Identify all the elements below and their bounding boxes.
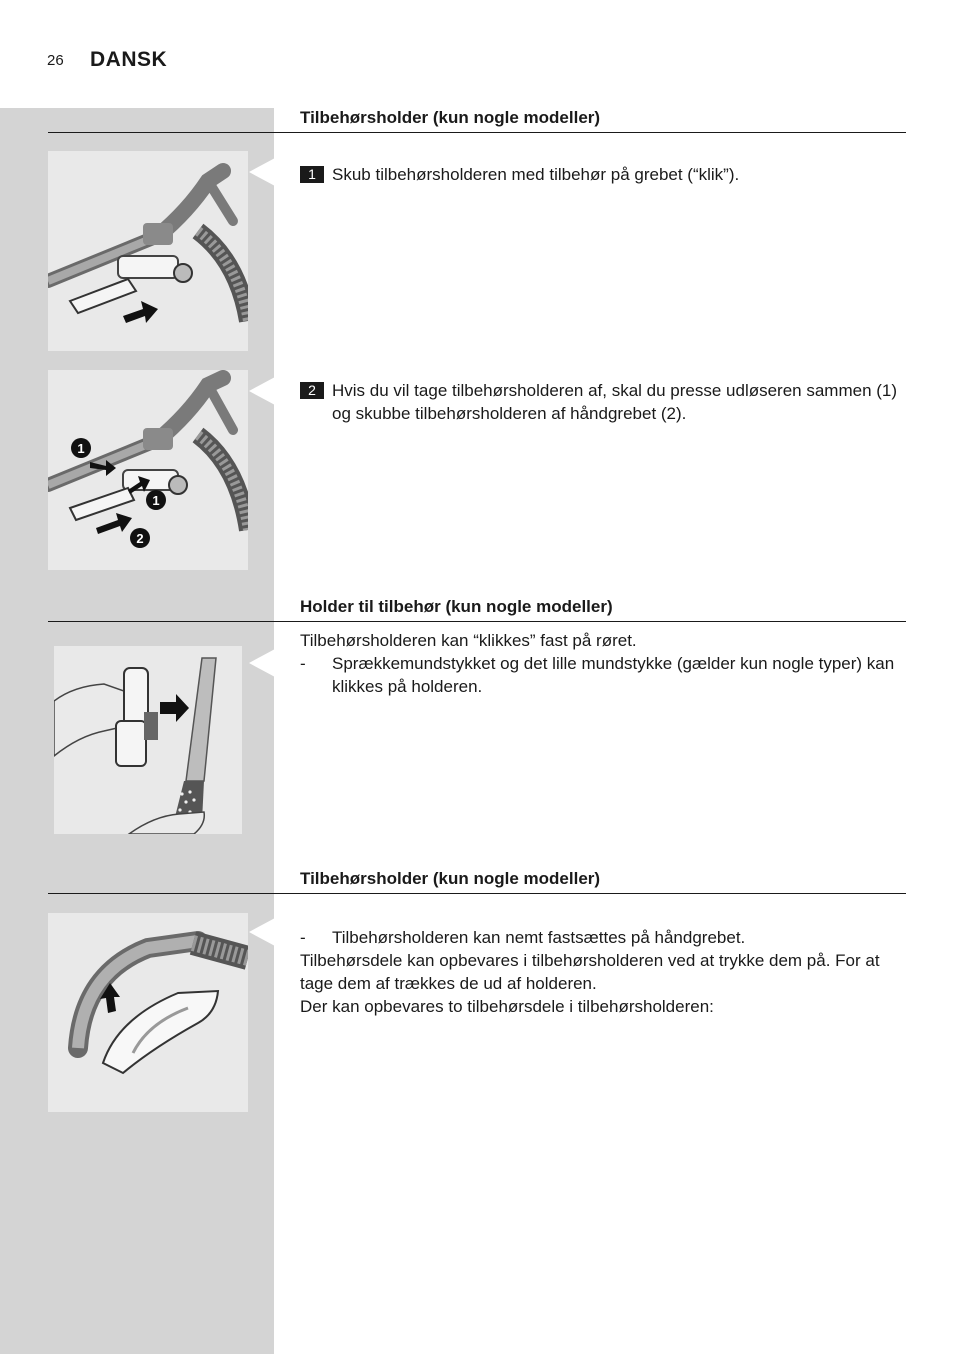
marker-1: 1 bbox=[77, 441, 85, 456]
bullet-dash: - bbox=[300, 654, 306, 673]
bullet-item bbox=[300, 652, 906, 698]
section-rule-2 bbox=[48, 621, 906, 622]
step-number-badge: 1 bbox=[300, 166, 324, 183]
illustration-handle-holder bbox=[48, 913, 248, 1112]
illustration-remove-holder bbox=[48, 370, 248, 570]
bullet-item bbox=[300, 926, 906, 949]
instruction-step-1 bbox=[300, 163, 906, 186]
section-2-body bbox=[300, 629, 906, 698]
step-number-badge: 2 bbox=[300, 382, 324, 399]
bullet-text: Tilbehørsholderen kan nemt fastsættes på håndgrebet. bbox=[332, 928, 746, 947]
section-rule-3 bbox=[48, 893, 906, 894]
step-text: Skub tilbehørsholderen med tilbehør på grebet (“klik”). bbox=[332, 165, 740, 184]
instruction-step-2 bbox=[300, 379, 906, 425]
panel-pointer bbox=[249, 649, 275, 677]
section-heading-2: Holder til tilbehør (kun nogle modeller) bbox=[300, 597, 613, 616]
section-heading-1: Tilbehørsholder (kun nogle modeller) bbox=[300, 108, 601, 127]
panel-pointer bbox=[249, 377, 275, 405]
marker-1b: 1 bbox=[152, 493, 160, 508]
illustration-attach-holder bbox=[48, 151, 248, 351]
language-heading: DANSK bbox=[90, 48, 168, 71]
section-rule-1 bbox=[48, 132, 906, 133]
section-heading-3: Tilbehørsholder (kun nogle modeller) bbox=[300, 869, 601, 888]
panel-pointer bbox=[249, 158, 275, 186]
paragraph-text: Der kan opbevares to tilbehørsdele i tilbehørsholderen: bbox=[300, 997, 714, 1016]
step-text: Hvis du vil tage tilbehørsholderen af, skal du presse udløseren sammen (1) og skubbe tilbehørsholderen af håndgrebet (2). bbox=[332, 381, 898, 423]
intro-text: Tilbehørsholderen kan “klikkes” fast på røret. bbox=[300, 631, 637, 650]
paragraph-text: Tilbehørsdele kan opbevares i tilbehørsholderen ved at trykke dem på. For at tage dem af trækkes de ud af holderen. bbox=[300, 951, 880, 993]
panel-pointer bbox=[249, 918, 275, 946]
page-number: 26 bbox=[47, 52, 64, 69]
bullet-dash: - bbox=[300, 928, 306, 947]
section-3-body bbox=[300, 926, 906, 1018]
marker-2: 2 bbox=[136, 531, 144, 546]
bullet-text: Sprækkemundstykket og det lille mundstykke (gælder kun nogle typer) kan klikkes på holderen. bbox=[332, 654, 895, 696]
illustration-tube-holder bbox=[54, 646, 242, 834]
